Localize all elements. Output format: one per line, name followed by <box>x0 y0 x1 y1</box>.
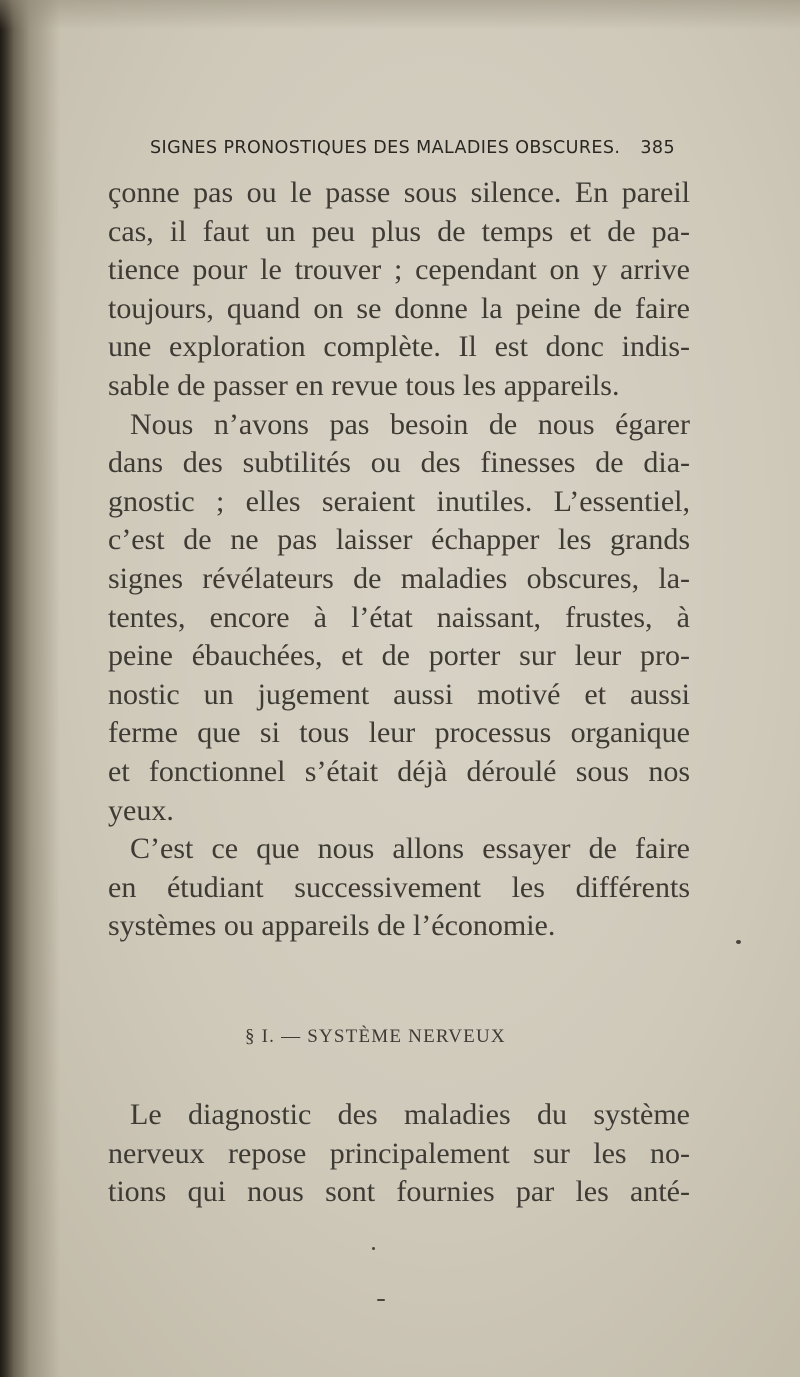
text-line: nerveux repose principalement sur les no- <box>108 1136 690 1170</box>
section-heading: § I. — SYSTÈME NERVEUX <box>245 1026 506 1047</box>
page-top-edge <box>0 0 800 30</box>
text-line: gnostic ; elles seraient inutiles. L’essentiel, <box>108 484 690 518</box>
paper-speck <box>377 1299 385 1301</box>
text-line: C’est ce que nous allons essayer de faire <box>130 832 690 866</box>
text-line: c’est de ne pas laisser échapper les grands <box>108 523 690 557</box>
spine-shadow <box>0 0 60 1377</box>
text-line: une exploration complète. Il est donc indis- <box>108 330 690 364</box>
text-line: toujours, quand on se donne la peine de faire <box>108 291 690 325</box>
body-text <box>108 174 690 946</box>
running-head-title: SIGNES PRONOSTIQUES DES MALADIES OBSCURES. <box>150 138 621 158</box>
text-line: tentes, encore à l’état naissant, frustes, à <box>108 600 690 634</box>
text-line: peine ébauchées, et de porter sur leur pro- <box>108 639 690 673</box>
paper-speck <box>372 1247 375 1250</box>
text-line: nostic un jugement aussi motivé et aussi <box>108 677 690 711</box>
text-line: sable de passer en revue tous les appareils. <box>108 368 620 402</box>
text-line: yeux. <box>108 793 174 827</box>
text-line: çonne pas ou le passe sous silence. En pareil <box>108 176 690 209</box>
page-number: 385 <box>640 138 675 158</box>
text-line: en étudiant successivement les différents <box>108 870 690 904</box>
paper-speck <box>736 940 741 944</box>
text-line: tions qui nous sont fournies par les anté- <box>108 1175 690 1209</box>
text-line: signes révélateurs de maladies obscures, la- <box>108 561 690 595</box>
text-line: et fonctionnel s’était déjà déroulé sous nos <box>108 754 690 788</box>
text-line: Nous n’avons pas besoin de nous égarer <box>130 407 690 441</box>
text-line: Le diagnostic des maladies du système <box>130 1098 690 1131</box>
section-body-text <box>108 1096 690 1212</box>
text-line: ferme que si tous leur processus organique <box>108 716 690 750</box>
text-line: systèmes ou appareils de l’économie. <box>108 909 556 943</box>
text-line: tience pour le trouver ; cependant on y arrive <box>108 253 690 287</box>
text-line: cas, il faut un peu plus de temps et de pa- <box>108 214 690 248</box>
text-line: dans des subtilités ou des finesses de dia- <box>108 446 690 480</box>
